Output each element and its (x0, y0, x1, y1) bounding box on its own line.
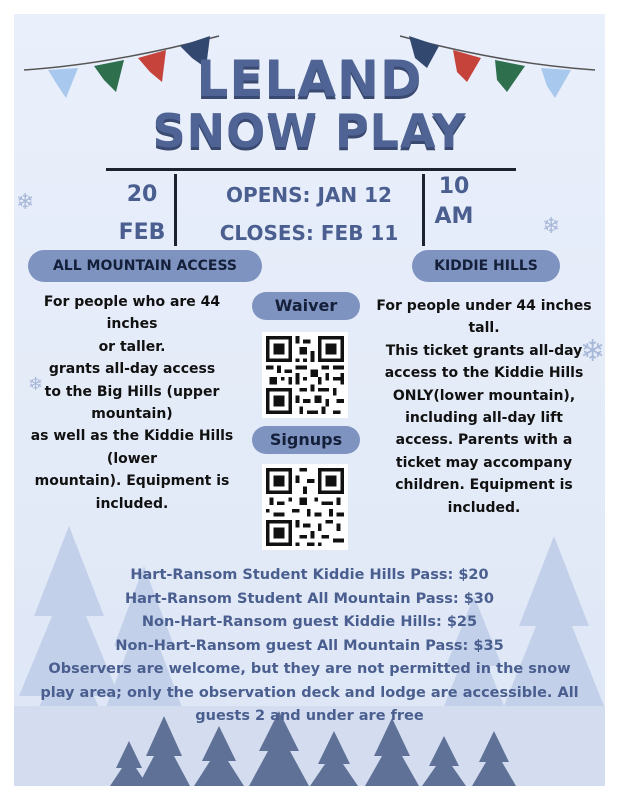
all-mountain-heading: ALL MOUNTAIN ACCESS (28, 250, 262, 282)
kiddie-hills-heading: KIDDIE HILLS (412, 250, 560, 282)
desc-line: to the Big Hills (upper (44, 383, 220, 400)
desc-line: For people who are 44 (43, 294, 221, 310)
desc-line: tall. (468, 320, 500, 337)
price-line: Hart-Ransom Student Kiddie Hills Pass: $20 (130, 567, 489, 583)
price-line: Non-Hart-Ransom guest All Mountain Pass: $35 (115, 637, 504, 654)
desc-line: ONLY(lower mountain), (392, 387, 576, 404)
desc-line: access to the Kiddie Hills (384, 365, 584, 382)
poster (14, 14, 605, 786)
snowflake-icon: ❄ (16, 190, 35, 215)
divider-rule (106, 168, 516, 171)
desc-line: including all-day lift (405, 410, 563, 427)
desc-line: included. (95, 495, 169, 512)
desc-line: For people under 44 inches (376, 298, 592, 314)
snowflake-icon: ❄ (542, 214, 561, 239)
title-line-2: SNOW PLAY (152, 104, 467, 158)
price-line: Hart-Ransom Student All Mountain Pass: $30 (125, 590, 494, 607)
desc-line: or taller. (98, 338, 166, 355)
waiver-qr-code-icon[interactable] (262, 332, 348, 418)
desc-line: mountain). Equipment is (34, 473, 230, 490)
event-date (116, 176, 168, 252)
title-line-1: LELAND (196, 50, 423, 108)
desc-line: ticket may accompany (395, 454, 573, 471)
snowflake-icon: ❄ (28, 374, 44, 395)
pricing-section (24, 564, 595, 729)
note-line: play area; only the observation deck and lodge are accessible. All (40, 684, 579, 701)
desc-line: inches (106, 316, 158, 333)
date-day: 20 (126, 182, 158, 207)
snowflake-icon: ❄ (580, 334, 605, 369)
season-dates (204, 176, 414, 252)
desc-line: children. Equipment is (395, 477, 573, 494)
signups-label: Signups (252, 426, 360, 454)
time-number: 10 (438, 174, 470, 199)
desc-line: mountain) (91, 406, 173, 423)
desc-line: grants all-day access (48, 361, 216, 378)
date-month: FEB (118, 220, 166, 245)
waiver-label: Waiver (252, 292, 360, 320)
time-suffix: AM (434, 204, 474, 229)
event-time (432, 172, 476, 232)
desc-line: included. (447, 499, 521, 516)
divider-right (422, 174, 425, 246)
note-line: guests 2 and under are free (195, 708, 424, 724)
note-line: Observers are welcome, but they are not permitted in the snow (48, 661, 571, 677)
desc-line: (lower (106, 450, 158, 467)
all-mountain-description (20, 291, 244, 515)
price-line: Non-Hart-Ransom guest Kiddie Hills: $25 (141, 614, 478, 630)
opens-date: OPENS: JAN 12 (226, 183, 392, 207)
kiddie-hills-description (366, 295, 602, 519)
closes-date: CLOSES: FEB 11 (219, 221, 399, 245)
desc-line: This ticket grants all-day (385, 342, 583, 359)
desc-line: access. Parents with a (395, 432, 573, 449)
desc-line: as well as the Kiddie Hills (30, 428, 234, 445)
divider-left (174, 174, 177, 246)
